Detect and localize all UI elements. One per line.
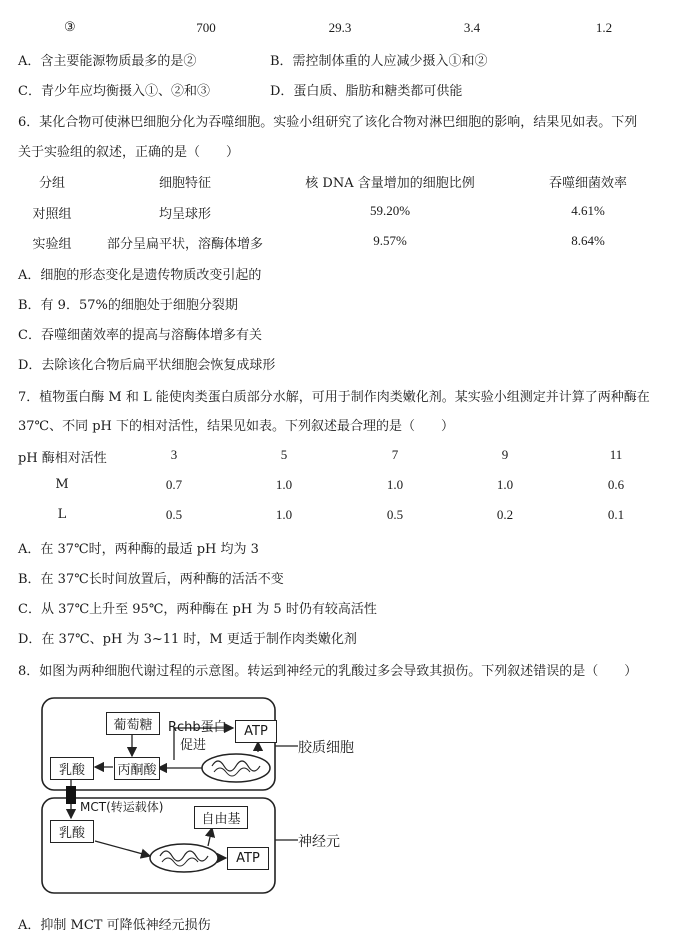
radical-box: 自由基 (194, 806, 248, 829)
q7-ph-9: 9 (501, 447, 509, 462)
q6-row-exp-efficiency: 8.64% (571, 233, 605, 248)
glia-label: 胶质细胞 (298, 740, 354, 756)
q7-ph-7: 7 (391, 447, 399, 462)
q7-row-l-name: L (57, 507, 67, 522)
q7-ph-11: 11 (609, 447, 623, 462)
q6-row-control-group: 对照组 (32, 207, 72, 222)
q7-row-l-v5: 0.1 (607, 507, 625, 522)
q5-row3-c3: 3.4 (463, 20, 481, 35)
q6-header-feature: 细胞特征 (158, 176, 212, 191)
q6-row-exp-dna: 9.57% (373, 233, 407, 248)
q6-row-exp-group: 实验组 (32, 237, 72, 252)
q6-header-dna: 核 DNA 含量增加的细胞比例 (305, 176, 475, 191)
q7-row-l-v4: 0.2 (496, 507, 514, 522)
q6-row-control-feature: 均呈球形 (158, 207, 212, 222)
q7-stem-line2: 37℃、不同 pH 下的相对活性，结果见如表。下列叙述最合理的是（ ） (18, 419, 455, 434)
atp-top-box: ATP (235, 720, 277, 743)
q7-row-l-v1: 0.5 (165, 507, 183, 522)
mct-label: MCT(转运载体) (80, 800, 164, 814)
q5-option-a: A．含主要能源物质最多的是② (18, 54, 197, 69)
glucose-box: 葡萄糖 (106, 712, 160, 735)
q7-header-label: pH 酶相对活性 (18, 451, 107, 466)
q7-ph-3: 3 (170, 447, 178, 462)
q6-option-a: A．细胞的形态变化是遗传物质改变引起的 (18, 268, 262, 283)
q8-stem: 8．如图为两种细胞代谢过程的示意图。转运到神经元的乳酸过多会导致其损伤。下列叙述错误的是（ ） (18, 664, 638, 679)
q5-row3-label: ③ (64, 20, 76, 35)
q5-option-b: B．需控制体重的人应减少摄入①和② (270, 54, 488, 69)
mitochondrion-bottom (150, 844, 218, 872)
rchb-label: Rchb蛋白 (168, 720, 227, 735)
lactate-to-mito-arrow (95, 841, 150, 856)
q5-option-d: D．蛋白质、脂肪和糖类都可供能 (270, 84, 463, 99)
q5-row3-c4: 1.2 (595, 20, 613, 35)
q7-row-l-v2: 1.0 (275, 507, 293, 522)
q7-row-l-v3: 0.5 (386, 507, 404, 522)
q7-row-m-v3: 1.0 (386, 477, 404, 492)
q6-header-group: 分组 (38, 176, 66, 191)
q8-option-a: A．抑制 MCT 可降低神经元损伤 (18, 918, 211, 933)
q6-row-control-dna: 59.20% (369, 203, 411, 218)
q6-header-efficiency: 吞噬细菌效率 (548, 176, 628, 191)
lactate-bottom-box: 乳酸 (50, 820, 94, 843)
q5-row3-c1: 700 (196, 20, 216, 35)
q6-option-b: B．有 9．57%的细胞处于细胞分裂期 (18, 298, 238, 313)
q6-stem-line1: 6．某化合物可使淋巴细胞分化为吞噬细胞。实验小组研究了该化合物对淋巴细胞的影响，结果见如表。下列 (18, 115, 638, 130)
q6-row-exp-feature: 部分呈扁平状，溶酶体增多 (106, 237, 264, 252)
mito-to-radical-arrow (208, 828, 212, 846)
q7-row-m-v1: 0.7 (165, 477, 183, 492)
q6-stem-line2: 关于实验组的叙述，正确的是（ ） (18, 145, 240, 160)
q7-option-b: B．在 37℃长时间放置后，两种酶的活活不变 (18, 572, 284, 587)
mct-transporter (66, 786, 76, 804)
q7-stem-line1: 7．植物蛋白酶 M 和 L 能使肉类蛋白质部分水解，可用于制作肉类嫩化剂。某实验小组测定并计算了两种酶在 (18, 390, 650, 405)
promote-label: 促进 (180, 738, 207, 753)
neuron-label: 神经元 (298, 834, 340, 850)
q7-row-m-v5: 0.6 (607, 477, 625, 492)
pyruvate-box: 丙酮酸 (114, 757, 160, 780)
q7-row-m-name: M (55, 477, 69, 492)
q7-option-a: A．在 37℃时，两种酶的最适 pH 均为 3 (18, 542, 259, 557)
mitochondrion-top (202, 754, 270, 782)
q6-option-d: D．去除该化合物后扁平状细胞会恢复成球形 (18, 358, 276, 373)
lactate-top-box: 乳酸 (50, 757, 94, 780)
q6-option-c: C．吞噬细菌效率的提高与溶酶体增多有关 (18, 328, 262, 343)
q5-row3-c2: 29.3 (328, 20, 352, 35)
q7-row-m-v2: 1.0 (275, 477, 293, 492)
q7-row-m-v4: 1.0 (496, 477, 514, 492)
q5-option-c: C．青少年应均衡摄入①、②和③ (18, 84, 210, 99)
atp-bottom-box: ATP (227, 847, 269, 870)
q7-option-c: C．从 37℃上升至 95℃，两种酶在 pH 为 5 时仍有较高活性 (18, 602, 377, 617)
q7-option-d: D．在 37℃、pH 为 3~11 时，M 更适于制作肉类嫩化剂 (18, 632, 357, 647)
q7-ph-5: 5 (280, 447, 288, 462)
q6-row-control-efficiency: 4.61% (571, 203, 605, 218)
